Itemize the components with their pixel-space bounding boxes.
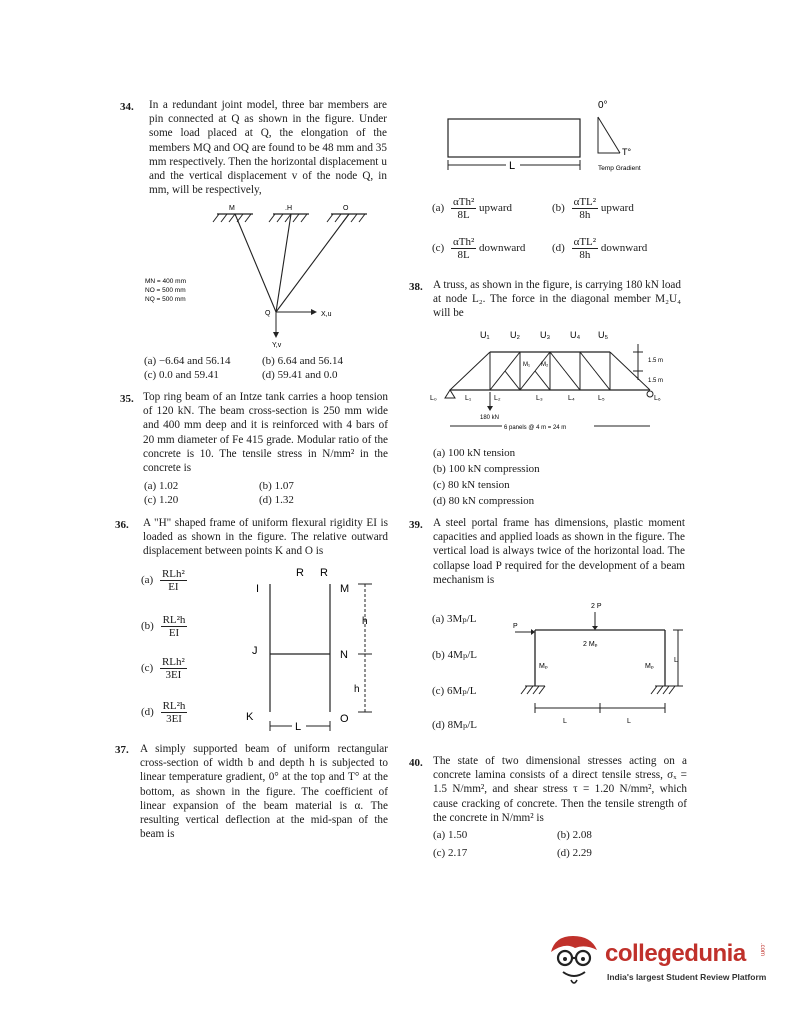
q37-b-num: αTL² xyxy=(573,196,597,208)
q38-span: 6 panels @ 4 m = 24 m xyxy=(504,425,567,431)
q37-beam xyxy=(448,119,580,157)
q38-u5: U₅ xyxy=(598,330,609,340)
q38-l0: L₀ xyxy=(430,395,437,402)
q36-r1: R xyxy=(296,567,304,579)
q38-option-a[interactable]: (a) 100 kN tension xyxy=(433,447,516,459)
q37-a-den: 8L xyxy=(457,209,470,221)
q39-col-right-mp: Mₚ xyxy=(645,663,654,670)
q36-d-den: 3EI xyxy=(166,713,182,725)
q34-label-x: X,u xyxy=(321,311,332,318)
q39-hload: P xyxy=(513,623,518,630)
q38-h1: 1.5 m xyxy=(648,358,664,364)
q36-d-num: RL²h xyxy=(162,700,186,712)
q38-l2: L₂ xyxy=(494,395,501,402)
q38-m2: M₂ xyxy=(541,362,549,368)
q38-u1: U₁ xyxy=(480,330,490,340)
q36-option-c-label: (c) xyxy=(141,662,154,675)
q37-option-b-label: (b) xyxy=(552,202,565,215)
q40-option-c[interactable]: (c) 2.17 xyxy=(433,847,468,859)
q37-l: L xyxy=(509,160,516,172)
q38-figure xyxy=(428,322,688,434)
q39-option-c[interactable]: (c) 6Mₚ/L xyxy=(432,685,477,697)
q34-label-q: Q xyxy=(265,310,271,317)
q38-l6: L₆ xyxy=(654,395,661,402)
q37-a-num: αTh² xyxy=(452,196,475,208)
q34-no: NO = 500 mm xyxy=(145,287,186,294)
q39-l2: L xyxy=(627,718,631,725)
q34-text: In a redundant joint model, three bar members are pin connected at Q as shown in the figure. Under some load placed at Q, the elongation of the members MQ and OQ are found to be 48 mm and 35 mm respectively. Then the horizontal displacement u and the vertical displacement v of the node Q, in mm, will be respectively, xyxy=(149,99,387,197)
q38-l3: L₃ xyxy=(536,395,543,402)
q36-option-b-label: (b) xyxy=(141,620,154,633)
q37-option-b[interactable] xyxy=(552,196,634,221)
q37-c-den: 8L xyxy=(457,249,470,261)
q38-u4: U₄ xyxy=(570,330,581,340)
q38-load: 180 kN xyxy=(480,415,500,421)
q37-option-c[interactable] xyxy=(432,236,525,261)
q37-figure xyxy=(440,95,670,180)
q36-option-a-label: (a) xyxy=(141,574,154,587)
q36-o: O xyxy=(340,713,349,725)
q39-lh: L xyxy=(674,657,678,664)
q34-label-m: M xyxy=(229,205,235,212)
q40-option-b[interactable]: (b) 2.08 xyxy=(557,829,592,841)
q37-c-dir: downward xyxy=(479,242,526,255)
q37-bottom-temp: T° xyxy=(622,147,632,157)
q37-number: 37. xyxy=(115,744,129,756)
q35-option-d[interactable]: (d) 1.32 xyxy=(259,494,294,506)
q34-label-y: Y,v xyxy=(272,342,282,349)
q34-number: 34. xyxy=(120,101,134,113)
q36-option-b[interactable] xyxy=(141,614,187,639)
q36-c-num: RLh² xyxy=(161,656,185,668)
q36-option-d[interactable] xyxy=(141,700,187,725)
q38-l5: L₅ xyxy=(598,395,605,402)
q38-l4: L₄ xyxy=(568,395,575,402)
brand-name: collegedunia xyxy=(605,940,746,967)
q38-h2: 1.5 m xyxy=(648,378,664,384)
q36-figure xyxy=(240,562,390,740)
q39-number: 39. xyxy=(409,519,423,531)
q37-b-dir: upward xyxy=(600,202,634,215)
q37-b-den: 8h xyxy=(579,209,591,221)
q39-beam-mp: 2 Mₚ xyxy=(583,641,598,648)
q35-option-a[interactable]: (a) 1.02 xyxy=(144,480,179,492)
q38-u3: U₃ xyxy=(540,330,551,340)
q39-col-left-mp: Mₚ xyxy=(539,663,548,670)
q38-number: 38. xyxy=(409,281,423,293)
q36-a-den: EI xyxy=(168,581,179,593)
q40-option-a[interactable]: (a) 1.50 xyxy=(433,829,468,841)
q36-m: M xyxy=(340,583,350,595)
member-nq xyxy=(276,214,291,312)
q37-option-a[interactable] xyxy=(432,196,512,221)
q37-option-a-label: (a) xyxy=(432,202,445,215)
q40-number: 40. xyxy=(409,757,423,769)
q38-l1: L₁ xyxy=(465,395,472,402)
q36-number: 36. xyxy=(115,519,129,531)
q39-option-a[interactable]: (a) 3Mₚ/L xyxy=(432,613,477,625)
q37-option-c-label: (c) xyxy=(432,242,445,255)
q34-label-o: O xyxy=(343,205,349,212)
brand-logo[interactable] xyxy=(545,932,785,992)
q40-text: The state of two dimensional stresses acting on a concrete lamina consists of a direct tensile stress, σₓ = 1.5 N/mm², and shear stress τ = 1.20 N/mm², which cause cracking of concrete. Then the tensile strength of the concrete in N/mm² is xyxy=(433,755,687,824)
brand-suffix: .com xyxy=(759,943,765,957)
q37-d-den: 8h xyxy=(579,249,591,261)
q36-b-den: EI xyxy=(168,627,180,639)
q38-m1: M₁ xyxy=(523,362,531,368)
brand-tagline: India's largest Student Review Platform xyxy=(607,972,767,982)
q34-option-c[interactable]: (c) 0.0 and 59.41 xyxy=(144,369,219,381)
q39-l1: L xyxy=(563,718,567,725)
q37-top-temp: 0° xyxy=(598,100,608,111)
member-oq xyxy=(276,214,349,312)
q37-option-d-label: (d) xyxy=(552,242,565,255)
q35-option-b[interactable]: (b) 1.07 xyxy=(259,480,294,492)
q37-d-dir: downward xyxy=(600,242,648,255)
q37-c-num: αTh² xyxy=(452,236,475,248)
q35-number: 35. xyxy=(120,393,134,405)
q37-option-d[interactable] xyxy=(552,236,647,261)
q34-option-b[interactable]: (b) 6.64 and 56.14 xyxy=(262,355,343,367)
q36-b-num: RL²h xyxy=(162,614,186,626)
member-mq xyxy=(235,214,276,312)
q35-option-c[interactable]: (c) 1.20 xyxy=(144,494,179,506)
q36-n: N xyxy=(340,649,348,661)
q34-label-n: .H xyxy=(285,205,292,212)
q34-option-a[interactable]: (a) −6.64 and 56.14 xyxy=(144,355,231,367)
q36-option-d-label: (d) xyxy=(141,706,154,719)
q38-option-b[interactable]: (b) 100 kN compression xyxy=(433,463,540,475)
q35-text: Top ring beam of an Intze tank carries a hoop tension of 120 kN. The beam cross-section is 250 mm wide and 400 mm deep and it is reinforced with 4 bars of 20 mm diameter of Fe 415 grade. Modular ratio of the concrete is 10. The tensile stress in N/mm² in the concrete is xyxy=(143,391,388,475)
q36-l: L xyxy=(295,721,302,733)
q39-vload: 2 P xyxy=(591,603,602,610)
q36-h2: h xyxy=(354,684,360,695)
q34-mn: MN = 400 mm xyxy=(145,278,186,285)
q34-option-d[interactable]: (d) 59.41 and 0.0 xyxy=(262,369,338,381)
q38-u2: U₂ xyxy=(510,330,520,340)
q38-text: A truss, as shown in the figure, is carrying 180 kN load at node L₂. The force in the diagonal member M₂U₄ will be xyxy=(433,279,681,320)
mascot-icon xyxy=(545,932,601,988)
q36-option-a[interactable] xyxy=(141,568,187,593)
q39-option-b[interactable]: (b) 4Mₚ/L xyxy=(432,649,478,661)
q36-h1: h xyxy=(362,616,368,627)
q34-figure xyxy=(145,200,385,350)
q37-text: A simply supported beam of uniform rectangular cross-section of width b and depth h is subjected to linear temperature gradient, 0° at the top and T° at the bottom, as shown in the figure. The coefficient of linear expansion of the beam material is α. The resulting vertical deflection at the mid-span of the beam is xyxy=(140,743,388,841)
q36-option-c[interactable] xyxy=(141,656,187,681)
q37-d-num: αTL² xyxy=(573,236,597,248)
q36-j: J xyxy=(252,645,258,657)
q36-i: I xyxy=(256,583,260,595)
q36-c-den: 3EI xyxy=(165,669,182,681)
q39-option-d[interactable]: (d) 8Mₚ/L xyxy=(432,719,478,731)
q36-a-num: RLh² xyxy=(161,568,185,580)
q39-text: A steel portal frame has dimensions, plastic moment capacities and applied loads as shown in the figure. The vertical load is always twice of the horizontal load. The collapse load P required for the development of a beam mechanism is xyxy=(433,517,685,586)
q38-option-d[interactable]: (d) 80 kN compression xyxy=(433,495,535,507)
q38-option-c[interactable]: (c) 80 kN tension xyxy=(433,479,510,491)
q40-option-d[interactable]: (d) 2.29 xyxy=(557,847,592,859)
q36-text: A "H" shaped frame of uniform flexural rigidity EI is loaded as shown in the figure. The relative outward displacement between points K and O is xyxy=(143,517,388,558)
q37-a-dir: upward xyxy=(479,202,512,215)
q39-figure xyxy=(505,598,685,728)
q37-caption: Temp Gradient xyxy=(598,165,641,172)
q34-nq: NQ = 500 mm xyxy=(145,296,186,303)
q36-k: K xyxy=(246,711,254,723)
q36-r2: R xyxy=(320,567,328,579)
